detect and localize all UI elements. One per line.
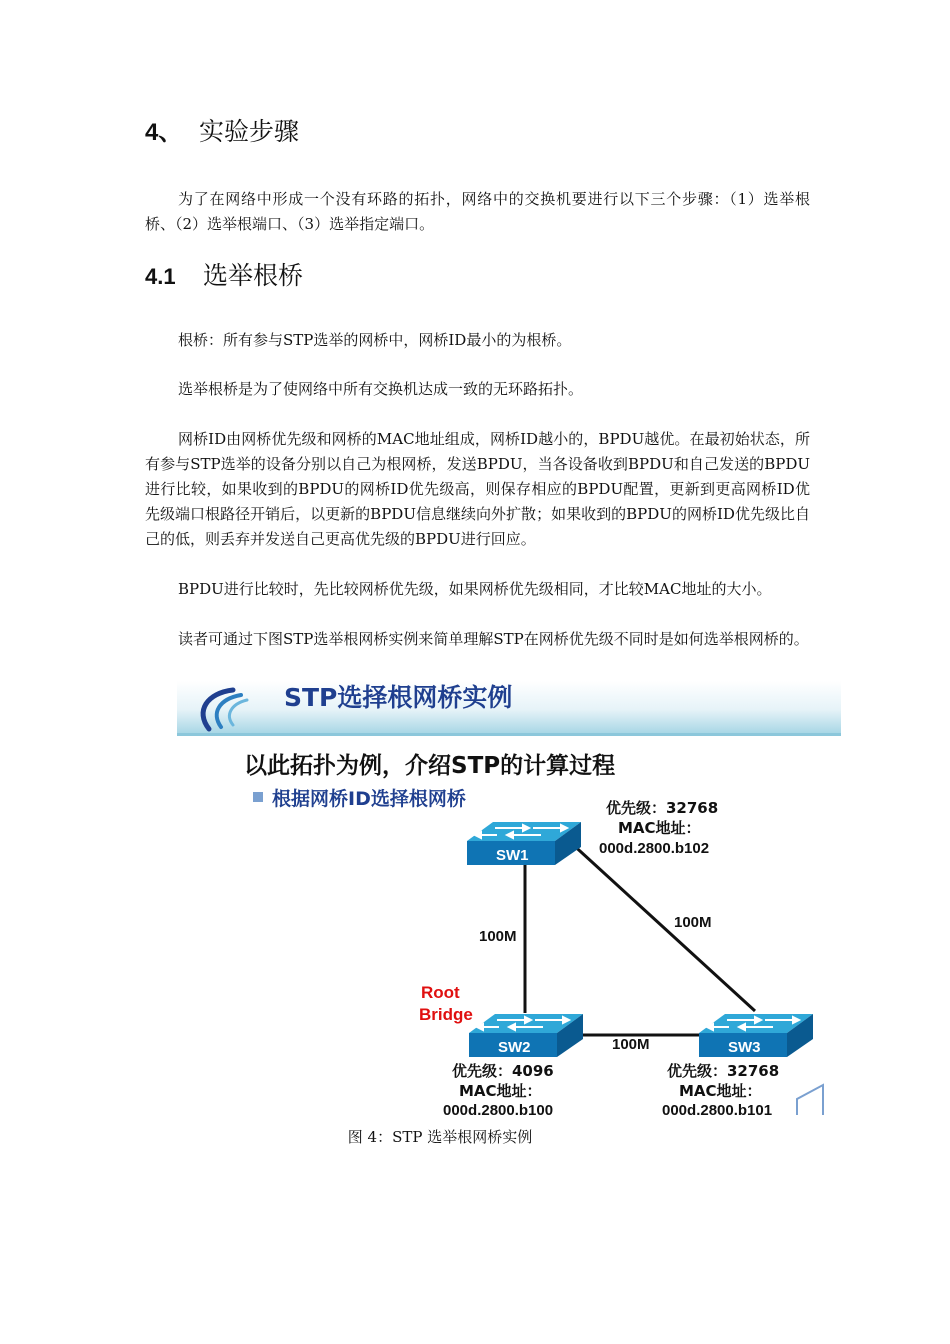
sw3-mac: 000d.2800.b101	[662, 1102, 773, 1115]
section-title: 实验步骤	[199, 117, 300, 146]
sw1-priority: 优先级：32768	[606, 799, 719, 817]
figure-caption: 图 4：STP 选举根网桥实例	[347, 1128, 533, 1146]
slide-bullet: 根据网桥ID选择根网桥	[272, 788, 466, 810]
section-heading-4-1	[145, 256, 303, 292]
slide-heading: 以此拓扑为例，介绍STP的计算过程	[244, 753, 616, 779]
link-speed-label: 100M	[479, 928, 517, 945]
sw1-mac: 000d.2800.b102	[599, 840, 710, 857]
link-sw1-sw3	[569, 841, 755, 1011]
bpdu-compare-paragraph: BPDU进行比较时，先比较网桥优先级，如果网桥优先级相同，才比较MAC地址的大小。	[178, 580, 772, 598]
sw2-mac: 000d.2800.b100	[443, 1102, 554, 1115]
bridge-label: Bridge	[419, 1005, 473, 1024]
bridge-id-paragraph: 网桥ID由网桥优先级和网桥的MAC地址组成，网桥ID越小的，BPDU越优。在最初始状态，所有参与STP选举的设备分别以自己为根网桥，发送BPDU，当各设备收到BPDU和自己发送的BPDU进行比较，如果收到的BPDU的网桥ID优先级高，则保存相应的BPDU配置，更新到更高网桥ID优先级端口根路径开销后，以更新的BPDU信息继续向外扩散；如果收到的BPDU的网桥ID优先级比自己的低，则丢弃并发送自己更高优先级的BPDU进行回应。	[145, 430, 810, 548]
corner-decoration-icon	[797, 1085, 823, 1115]
figure-intro-paragraph: 读者可通过下图STP选举根网桥实例来简单理解STP在网桥优先级不同时是如何选举根网桥的。	[178, 630, 809, 648]
switch-label: SW3	[728, 1039, 761, 1056]
section-heading-4	[145, 112, 299, 148]
link-speed-label: 100M	[674, 914, 712, 931]
subsection-number: 4.1	[145, 264, 176, 289]
link-speed-label: 100M	[612, 1036, 650, 1053]
sw3-mac-label: MAC地址：	[679, 1082, 762, 1100]
stp-root-bridge-figure	[177, 681, 841, 1115]
banner-divider	[177, 733, 841, 736]
slide-title: STP选择根网桥实例	[284, 683, 513, 712]
sw2-priority: 优先级：4096	[452, 1062, 554, 1080]
root-bridge-purpose: 选举根桥是为了使网络中所有交换机达成一致的无环路拓扑。	[178, 380, 584, 398]
switch-label: SW2	[498, 1039, 531, 1056]
bullet-square-icon	[253, 792, 263, 802]
sw3-priority: 优先级：32768	[667, 1062, 780, 1080]
subsection-title: 选举根桥	[203, 261, 304, 290]
intro-paragraph: 为了在网络中形成一个没有环路的拓扑，网络中的交换机要进行以下三个步骤：（1）选举根桥、（2）选举根端口、（3）选举指定端口。	[145, 190, 810, 233]
root-bridge-definition: 根桥：所有参与STP选举的网桥中，网桥ID最小的为根桥。	[178, 331, 572, 349]
section-number: 4、	[145, 119, 183, 146]
switch-label: SW1	[496, 847, 529, 864]
root-label: Root	[421, 983, 460, 1002]
sw2-mac-label: MAC地址：	[459, 1082, 542, 1100]
sw1-mac-label: MAC地址：	[618, 819, 701, 837]
